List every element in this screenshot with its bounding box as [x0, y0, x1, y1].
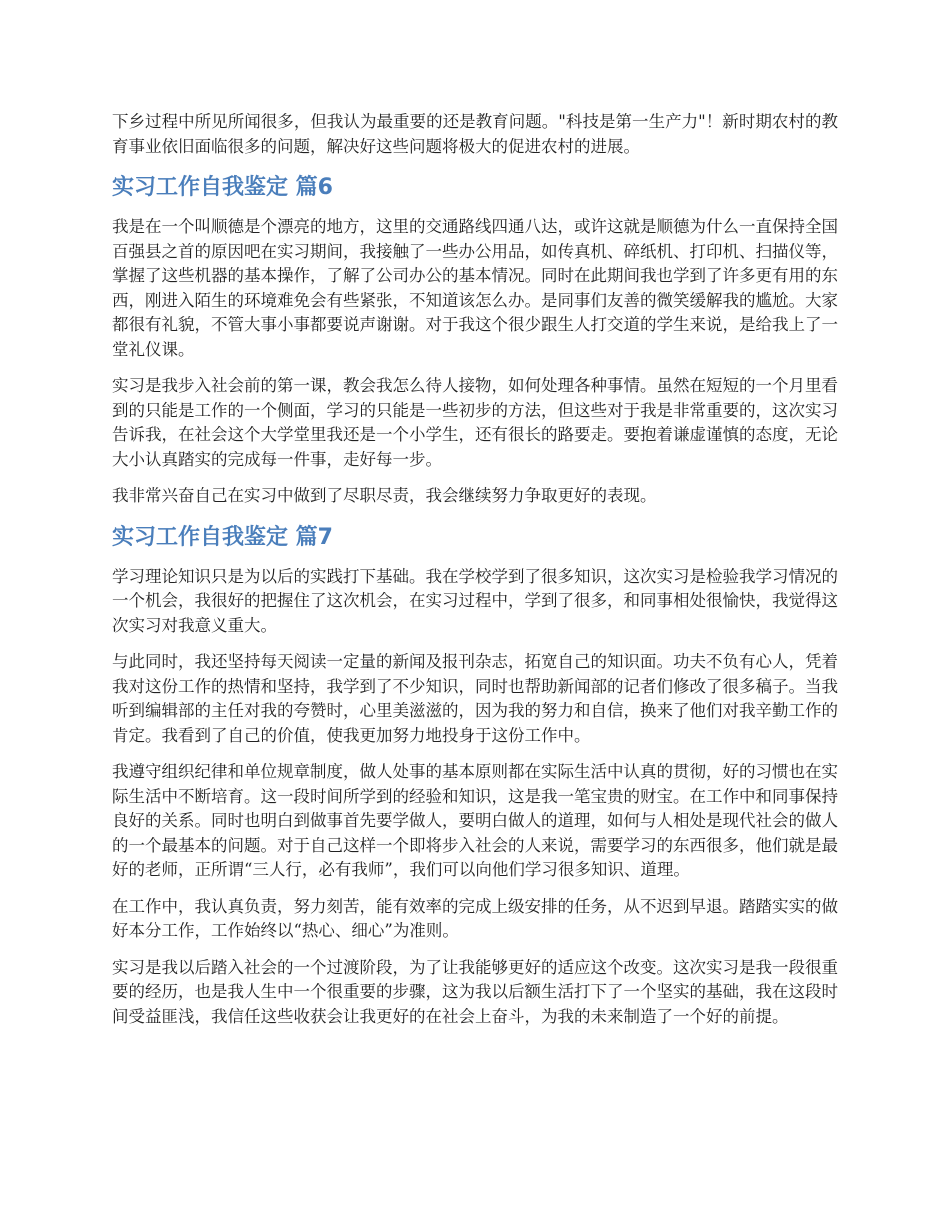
section-7-paragraph-2: 与此同时，我还坚持每天阅读一定量的新闻及报刊杂志，拓宽自己的知识面。功夫不负有心人，凭着我对这份工作的热情和坚持，我学到了不少知识，同时也帮助新闻部的记者们修改了很多稿子。当我听到编辑部的主任对我的夸赞时，心里美滋滋的，因为我的努力和自信，换来了他们对我辛勤工作的肯定。我看到了自己的价值，使我更加努力地投身于这份工作中。 [112, 652, 838, 745]
section-7-paragraph-4: 在工作中，我认真负责，努力刻苦，能有效率的完成上级安排的任务，从不迟到早退。踏踏实实的做好本分工作，工作始终以“热心、细心”为准则。 [112, 896, 838, 940]
section-7-paragraph-1: 学习理论知识只是为以后的实践打下基础。我在学校学到了很多知识，这次实习是检验我学习情况的一个机会，我很好的把握住了这次机会，在实习过程中，学到了很多，和同事相处很愉快，我觉得这次实习对我意义重大。 [112, 566, 838, 635]
section-6-heading: 实习工作自我鉴定 篇6 [112, 175, 333, 200]
section-7-heading: 实习工作自我鉴定 篇7 [112, 524, 333, 550]
section-6-paragraph-3: 我非常兴奋自己在实习中做到了尽职尽责，我会继续努力争取更好的表现。 [112, 486, 657, 505]
section-7-paragraph-3: 我遵守组织纪律和单位规章制度，做人处事的基本原则都在实际生活中认真的贯彻，好的习惯也在实际生活中不断培育。这一段时间所学到的经验和知识，这是我一笔宝贵的财宝。在工作中和同事保持良好的关系。同时也明白到做事首先要学做人，要明白做人的道理，如何与人相处是现代社会的做人的一个最基本的问题。对于自己这样一个即将步入社会的人来说，需要学习的东西很多，他们就是最好的老师，正所谓“三人行，必有我师”，我们可以向他们学习很多知识、道理。 [112, 762, 838, 879]
section-7-paragraph-5: 实习是我以后踏入社会的一个过渡阶段，为了让我能够更好的适应这个改变。这次实习是我一段很重要的经历，也是我人生中一个很重要的步骤，这为我以后额生活打下了一个坚实的基础，我在这段时间受益匪浅，我信任这些收获会让我更好的在社会上奋斗，为我的未来制造了一个好的前提。 [112, 957, 838, 1026]
section-6-paragraph-1: 我是在一个叫顺德是个漂亮的地方，这里的交通路线四通八达，或许这就是顺德为什么一直保持全国百强县之首的原因吧在实习期间，我接触了一些办公用品，如传真机、碎纸机、打印机、扫描仪等，掌握了这些机器的基本操作，了解了公司办公的基本情况。同时在此期间我也学到了许多更有用的东西，刚进入陌生的环境难免会有些紧张，不知道该怎么办。是同事们友善的微笑缓解我的尴尬。大家都很有礼貌，不管大事小事都要说声谢谢。对于我这个很少跟生人打交道的学生来说，是给我上了一堂礼仪课。 [112, 217, 838, 359]
section-6-paragraph-2: 实习是我步入社会前的第一课，教会我怎么待人接物，如何处理各种事情。虽然在短短的一个月里看到的只能是工作的一个侧面，学习的只能是一些初步的方法，但这些对于我是非常重要的，这次实习告诉我，在社会这个大学堂里我还是一个小学生，还有很长的路要走。要抱着谦虚谨慎的态度，无论大小认真踏实的完成每一件事，走好每一步。 [112, 376, 838, 469]
intro-paragraph: 下乡过程中所见所闻很多，但我认为最重要的还是教育问题。"科技是第一生产力"！新时期农村的教育事业依旧面临很多的问题，解决好这些问题将极大的促进农村的进展。 [112, 112, 838, 156]
